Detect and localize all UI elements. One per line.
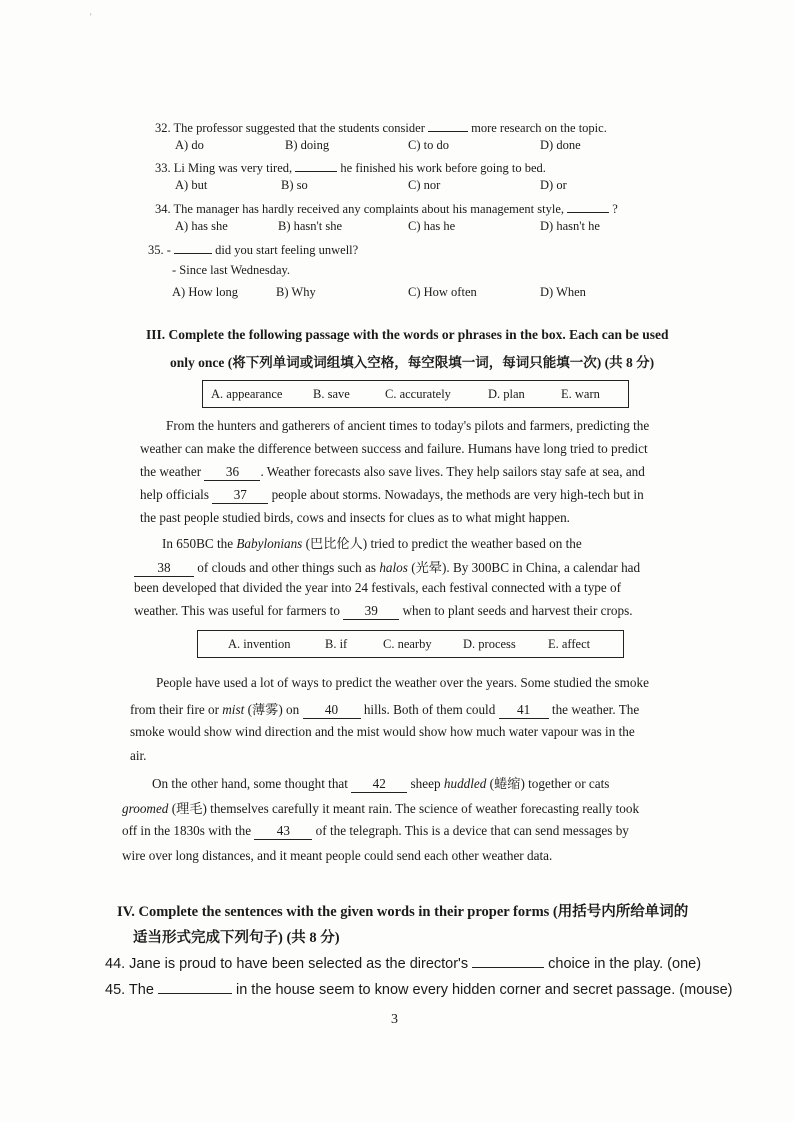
p2-line1-b: (巴比伦人) tried to predict the weather based on the [305, 536, 582, 551]
p2-line2-a: of clouds and other things such as [197, 560, 377, 575]
q45-stem-a: 45. The [105, 982, 154, 998]
p4-line1-b: sheep [410, 776, 441, 791]
q33-option-c[interactable]: C) nor [408, 178, 441, 192]
word-box1-item-d: D. plan [488, 387, 525, 401]
q32-option-a[interactable]: A) do [175, 138, 204, 152]
word-box2-item-c: C. nearby [383, 637, 432, 651]
blank-41[interactable]: 41 [499, 703, 549, 719]
word-box-1 [202, 380, 629, 408]
p4-line4: wire over long distances, and it meant people could send each other weather data. [122, 848, 553, 863]
question-33 [155, 159, 546, 176]
p3-line3: smoke would show wind direction and the mist would show how much water vapour was in the [130, 724, 635, 739]
p1-line3-b: . Weather forecasts also save lives. They help sailors stay safe at sea, and [260, 464, 645, 479]
p1-line1: From the hunters and gatherers of ancient times to today's pilots and farmers, predicting the [166, 418, 650, 433]
q34-option-b[interactable]: B) hasn't she [278, 219, 343, 233]
q32-option-c[interactable]: C) to do [408, 138, 449, 152]
p3-line2-d: the weather. The [551, 702, 640, 717]
q32-stem-a: 32. The professor suggested that the students consider [155, 121, 425, 135]
q45-stem-b: in the house seem to know every hidden corner and secret passage. (mouse) [235, 982, 733, 998]
p4-line2 [122, 798, 639, 817]
q35-option-a[interactable]: A) How long [172, 285, 238, 299]
q34-blank[interactable] [567, 200, 609, 213]
q34-stem-a: 34. The manager has hardly received any complaints about his management style, [155, 202, 565, 216]
section4-title-line2: 适当形式完成下列句子) (共 8 分) [133, 930, 340, 946]
question-35 [148, 241, 358, 258]
q33-blank[interactable] [295, 159, 337, 172]
p3-line4: air. [130, 748, 147, 763]
section4-title-line1: IV. Complete the sentences with the given words in their proper forms (用括号内所给单词的 [117, 904, 689, 920]
p2-line4-b: when to plant seeds and harvest their crops. [402, 603, 633, 618]
p3-mist: mist [222, 702, 245, 717]
p3-line1: People have used a lot of ways to predict the weather over the years. Some studied the smoke [156, 675, 649, 690]
word-box-2 [197, 630, 624, 658]
q35-reply: - Since last Wednesday. [172, 263, 291, 277]
p2-line3: been developed that divided the year into 24 festivals, each festival connected with a type of [134, 580, 622, 595]
blank-37[interactable]: 37 [212, 488, 268, 504]
q33-stem-a: 33. Li Ming was very tired, [155, 161, 293, 175]
q34-option-d[interactable]: D) hasn't he [540, 219, 600, 233]
question-44 [105, 953, 701, 972]
q35-options [172, 285, 632, 301]
q32-options [175, 138, 635, 154]
p1-line4-b: people about storms. Nowadays, the methods are very high-tech but in [271, 487, 644, 502]
word-box1-item-a: A. appearance [211, 387, 283, 401]
p4-line3-b: of the telegraph. This is a device that can send messages by [315, 823, 629, 838]
q34-options [175, 219, 635, 235]
q44-stem-a: 44. Jane is proud to have been selected as the director's [105, 956, 469, 972]
p2-babylonians: Babylonians [236, 536, 303, 551]
p1-line4-a: help officials [140, 487, 209, 502]
q34-option-c[interactable]: C) has he [408, 219, 456, 233]
p3-line2-c: hills. Both of them could [363, 702, 496, 717]
q33-options [175, 178, 635, 194]
p2-line4-a: weather. This was useful for farmers to [134, 603, 340, 618]
q33-option-b[interactable]: B) so [281, 178, 308, 192]
blank-40[interactable]: 40 [303, 703, 361, 719]
word-box2-item-d: D. process [463, 637, 516, 651]
word-box2-item-e: E. affect [548, 637, 591, 651]
p4-line1 [152, 773, 609, 793]
q33-option-d[interactable]: D) or [540, 178, 567, 192]
p3-line2-a: from their fire or [130, 702, 219, 717]
p1-line3-a: the weather [140, 464, 202, 479]
p4-line3-a: off in the 1830s with the [122, 823, 252, 838]
q32-option-b[interactable]: B) doing [285, 138, 330, 152]
q34-stem-b: ? [612, 202, 618, 216]
blank-39[interactable]: 39 [343, 604, 399, 620]
p3-line2-b: (薄雾) on [247, 702, 300, 717]
blank-36[interactable]: 36 [204, 465, 260, 481]
p2-line2-b: (光晕). By 300BC in China, a calendar had [411, 560, 641, 575]
word-box2-item-b: B. if [325, 637, 348, 651]
question-32 [155, 119, 607, 136]
word-box1-item-b: B. save [313, 387, 350, 401]
section3-title-line2: only once (将下列单词或词组填入空格，每空限填一词，每词只能填一次) (共 8 分) [170, 355, 655, 370]
q35-option-c[interactable]: C) How often [408, 285, 477, 299]
p4-line1-c: (蜷缩) together or cats [489, 776, 610, 791]
q45-blank[interactable] [158, 979, 232, 994]
word-box1-item-e: E. warn [561, 387, 600, 401]
p3-line2 [130, 699, 639, 719]
scan-mark: ' [90, 12, 92, 22]
word-box1-item-c: C. accurately [385, 387, 451, 401]
p4-line3 [122, 823, 629, 840]
p2-line1 [162, 533, 582, 552]
p2-line4 [134, 603, 633, 620]
blank-38[interactable]: 38 [134, 561, 194, 577]
p4-huddled: huddled [443, 776, 487, 791]
p4-line1-a: On the other hand, some thought that [152, 776, 348, 791]
q34-option-a[interactable]: A) has she [175, 219, 228, 233]
q33-option-a[interactable]: A) but [175, 178, 208, 192]
blank-42[interactable]: 42 [351, 777, 407, 793]
q35-stem-b: did you start feeling unwell? [215, 243, 359, 257]
q32-stem-b: more research on the topic. [471, 121, 607, 135]
question-45 [105, 979, 732, 998]
q35-option-d[interactable]: D) When [540, 285, 586, 299]
p1-line2: weather can make the difference between success and failure. Humans have long tried to predict [140, 441, 648, 456]
blank-43[interactable]: 43 [254, 824, 312, 840]
q32-option-d[interactable]: D) done [540, 138, 581, 152]
p1-line3 [140, 464, 645, 481]
q33-stem-b: he finished his work before going to bed. [340, 161, 546, 175]
p2-halos: halos [379, 560, 408, 575]
question-34 [155, 200, 618, 217]
q44-stem-b: choice in the play. (one) [548, 956, 702, 972]
p1-line5: the past people studied birds, cows and insects for clues as to what might happen. [140, 510, 570, 525]
p4-line2-text: (理毛) themselves carefully it meant rain. The science of weather forecasting really took [171, 801, 640, 816]
word-box2-item-a: A. invention [228, 637, 291, 651]
p1-line4 [140, 487, 644, 504]
q35-stem-a: 35. - [148, 243, 171, 257]
p4-groomed: groomed [122, 801, 169, 816]
q44-blank[interactable] [472, 953, 544, 968]
p2-line1-a: In 650BC the [162, 536, 234, 551]
q32-blank[interactable] [428, 119, 468, 132]
q35-option-b[interactable]: B) Why [276, 285, 316, 299]
p2-line2 [134, 557, 640, 577]
q35-blank[interactable] [174, 241, 212, 254]
section3-title-line1: III. Complete the following passage with the words or phrases in the box. Each can be used [146, 327, 669, 342]
page-number: 3 [391, 1012, 398, 1027]
